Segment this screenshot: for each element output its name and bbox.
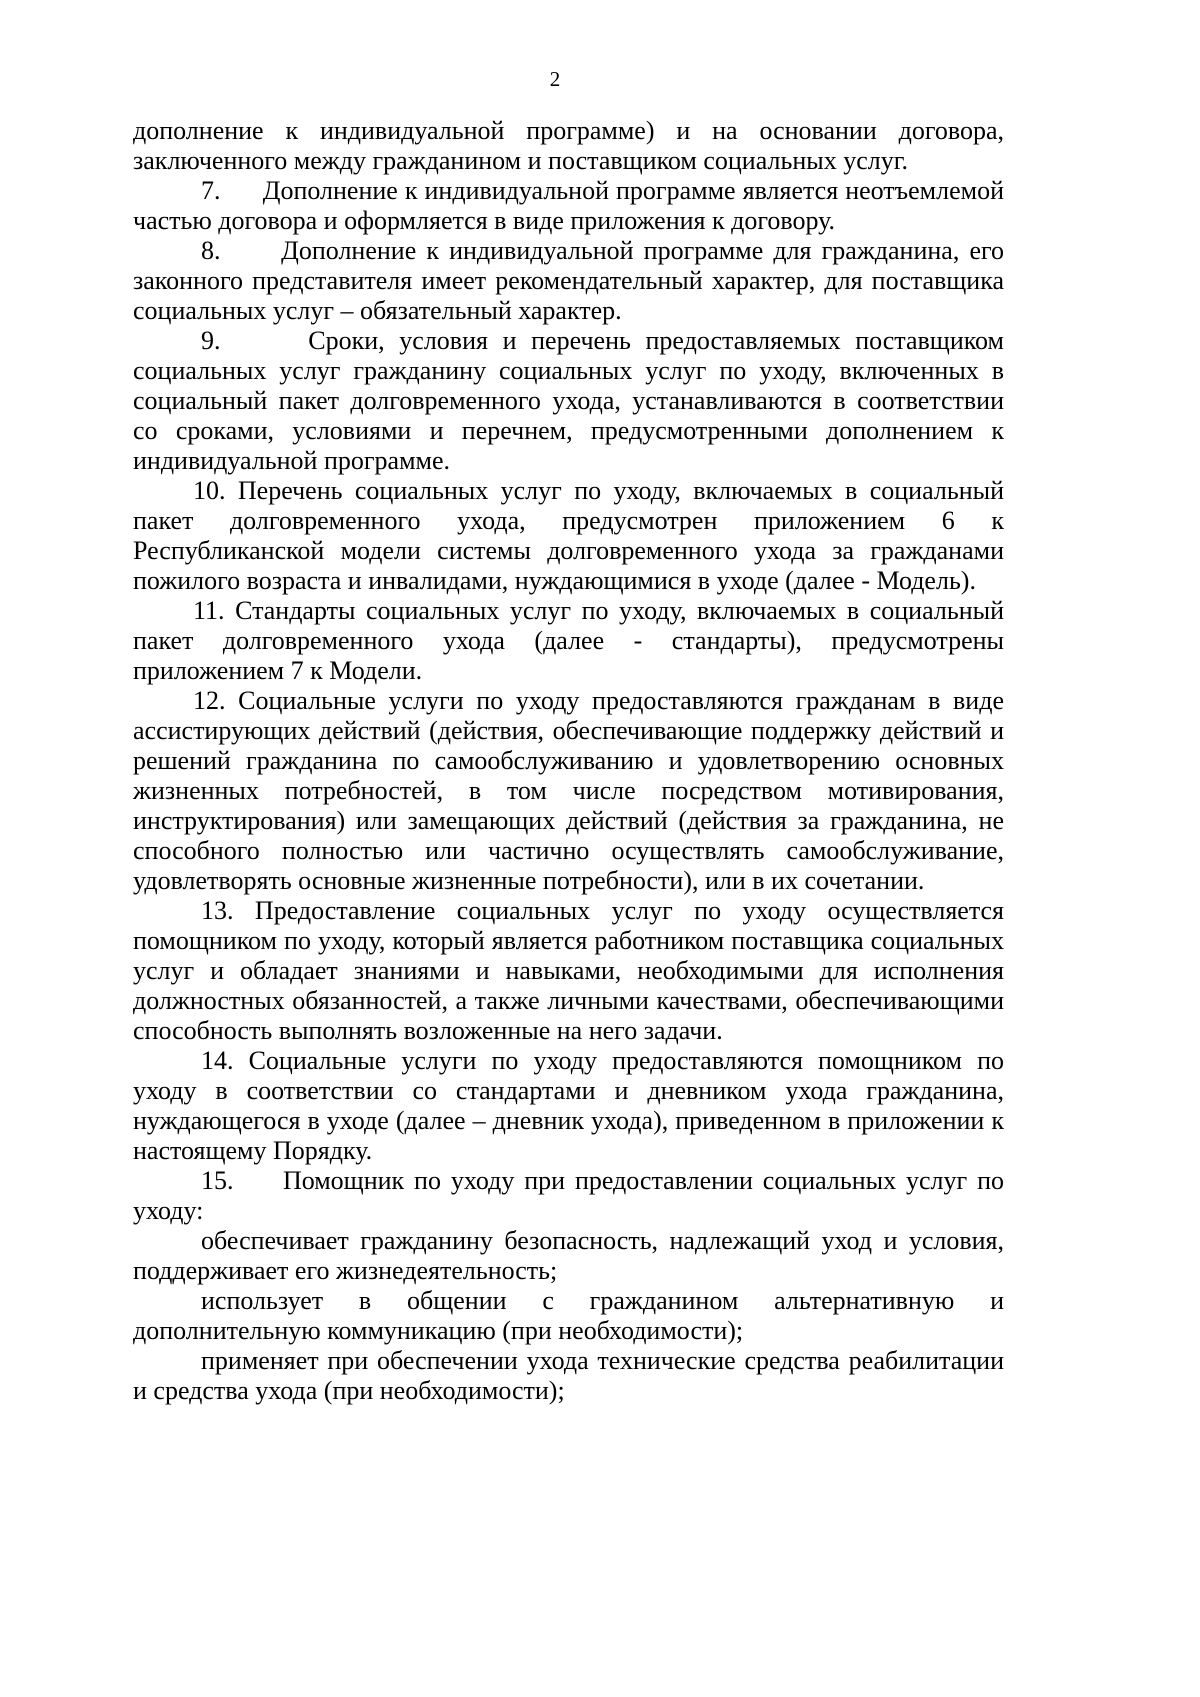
paragraph-7: 7. Дополнение к индивидуальной программе является неотъемлемой частью договора и оформляется в виде приложения к договору. (133, 176, 1004, 235)
document-body (133, 116, 1004, 1406)
paragraph-9: 9. Сроки, условия и перечень предоставляемых поставщиком социальных услуг гражданину социальных услуг по уходу, включенных в социальный пакет долговременного ухода, устанавливаются в соответствии со сроками, условиями и перечнем, предусмотренными дополнением к индивидуальной программе. (133, 326, 1004, 475)
list-item-technical-means: применяет при обеспечении ухода технические средства реабилитации и средства ухода (при необходимости); (133, 1346, 1004, 1405)
paragraph-12: 12. Социальные услуги по уходу предоставляются гражданам в виде ассистирующих действий (действия, обеспечивающие поддержку действий и решений гражданина по самообслуживанию и удовлетворению основных жизненных потребностей, в том числе посредством мотивирования, инструктирования) или замещающих действий (действия за гражданина, не способного полностью или частично осуществлять самообслуживание, удовлетворять основные жизненные потребности), или в их сочетании. (133, 686, 1004, 895)
paragraph-continuation: дополнение к индивидуальной программе) и на основании договора, заключенного между гражданином и поставщиком социальных услуг. (133, 116, 1004, 175)
list-item-safety: обеспечивает гражданину безопасность, надлежащий уход и условия, поддерживает его жизнедеятельность; (133, 1226, 1004, 1285)
paragraph-8: 8. Дополнение к индивидуальной программе для гражданина, его законного представителя имеет рекомендательный характер, для поставщика социальных услуг – обязательный характер. (133, 236, 1004, 325)
paragraph-10: 10. Перечень социальных услуг по уходу, включаемых в социальный пакет долговременного ухода, предусмотрен приложением 6 к Республиканской модели системы долговременного ухода за гражданами пожилого возраста и инвалидами, нуждающимися в уходе (далее - Модель). (133, 476, 1004, 595)
paragraph-13: 13. Предоставление социальных услуг по уходу осуществляется помощником по уходу, который является работником поставщика социальных услуг и обладает знаниями и навыками, необходимыми для исполнения должностных обязанностей, а также личными качествами, обеспечивающими способность выполнять возложенные на него задачи. (133, 896, 1004, 1045)
paragraph-11: 11. Стандарты социальных услуг по уходу, включаемых в социальный пакет долговременного ухода (далее - стандарты), предусмотрены приложением 7 к Модели. (133, 596, 1004, 685)
page-number: 2 (549, 67, 561, 91)
paragraph-14: 14. Социальные услуги по уходу предоставляются помощником по уходу в соответствии со стандартами и дневником ухода гражданина, нуждающегося в уходе (далее – дневник ухода), приведенном в приложении к настоящему Порядку. (133, 1046, 1004, 1165)
list-item-communication: использует в общении с гражданином альтернативную и дополнительную коммуникацию (при необходимости); (133, 1286, 1004, 1345)
paragraph-15: 15. Помощник по уходу при предоставлении социальных услуг по уходу: (133, 1166, 1004, 1225)
